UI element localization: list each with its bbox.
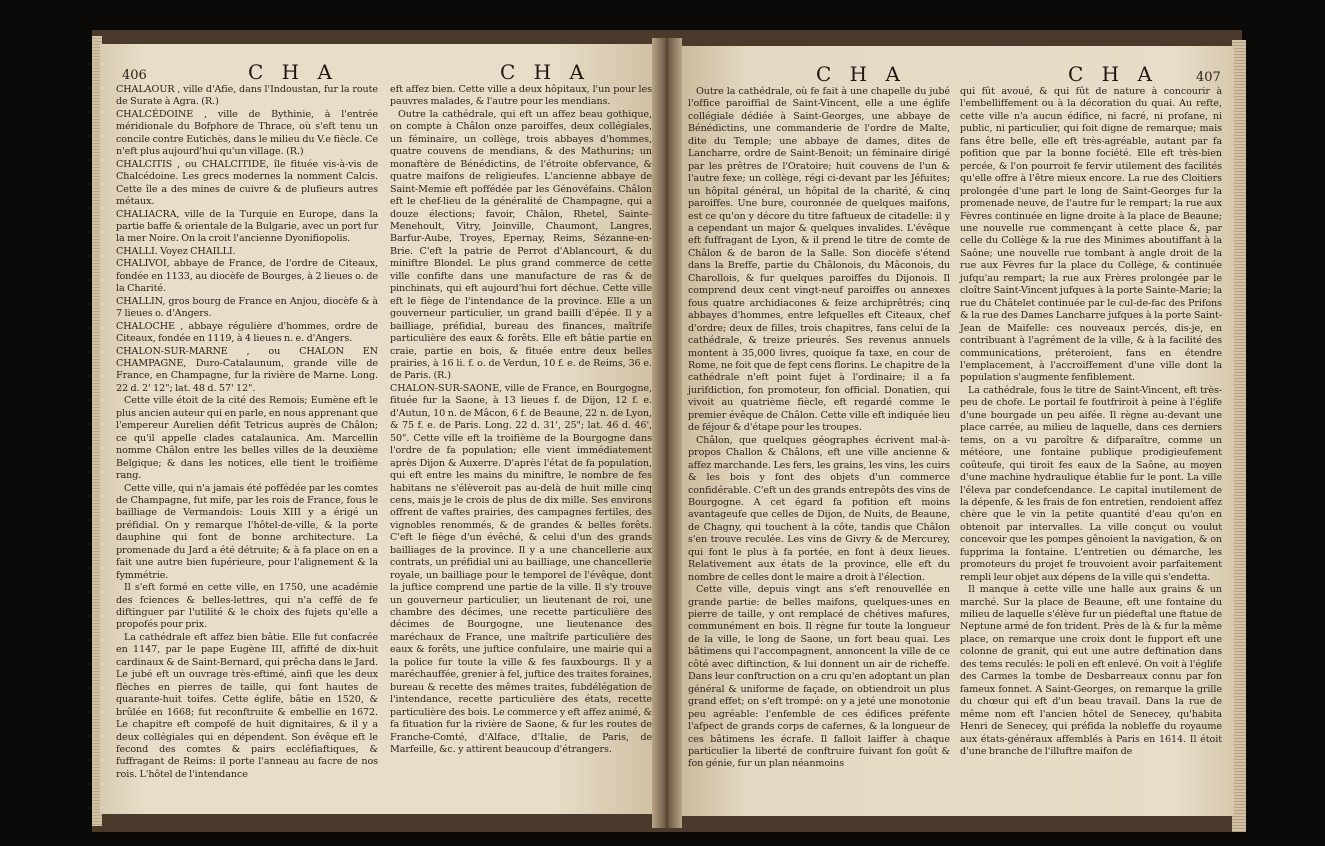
page-number-right: 407 — [1196, 70, 1221, 85]
entry-paragraph: CHALCÉDOINE , ville de Bythinie, à l'entrée méridionale du Bofphore de Thrace, où s'eft tenu un concile contre Eutichès, dans le milieu du V.e fiècle. Ce n'eft plus aujourd'hui qu'un village. (R.) — [116, 108, 378, 158]
entry-paragraph: CHALON-SUR-SAONE, ville de France, en Bourgogne, fituée fur la Saone, à 13 lieues f. de Dijon, 12 f. e. d'Autun, 10 n. de Mâcon, 6 f. de Beaune, 22 n. de Lyon, & 75 f. e. de Paris. Long. 22 d. 31', 25"; lat. 46 d. 46', 50". Cette ville eft la troifième de la Bourgogne dans l'ordre de fa population; elle vient immédiatement après Dijon & Auxerre. D'après l'état de fa population, qui eft entre les mains du miniftre, le nombre de fes habitans ne s'élèveroit pas au-delà de huit mille cinq cens, mais je le crois de plus de dix mille. Ses environs offrent de vaftes prairies, des campagnes fertiles, des vignobles renommés, & de grandes & belles forêts. C'eft le fiège d'un évêché, & celui d'un des grands bailliages de la province. Il y a une chancellerie aux contrats, un préfidial uni au bailliage, une chancellerie royale, un bailliage pour le temporel de l'évêque, dont la juftice comprend une partie de la ville. Il s'y trouve un gouverneur particulier, un lieutenant de roi, une chambre des décimes, une recette particulière des décimes de Bourgogne, une lieutenance des maréchaux de France, une maîtrife particulière des eaux & forêts, une juftice confulaire, une mairie qui a la police fur toute la ville & fes fauxbourgs. Il y a maréchauffée, grenier à fel, juftice des traites foraines, bureau & recette des mêmes traites, fubdélégation de l'intendance, recette particulière des états, recette particulière des bois. Le commerce y eft affez animé, & fa fituation fur la rivière de Saone, & fur les routes de Franche-Comté, d'Alface, d'Italie, de Paris, de Marfeille, &c. y attirent beaucoup d'étrangers. — [390, 382, 652, 756]
entry-paragraph: CHALCITIS , ou CHALCITIDE, île fituée vis-à-vis de Chalcédoine. Les grecs modernes la nomment Calcis. Cette île a des mines de cuivre & de plufieurs autres métaux. — [116, 158, 378, 208]
body-paragraph: Il manque à cette ville une halle aux grains & un marché. Sur la place de Beaune, eft une fontaine du milieu de laquelle s'élève fur un piédeftal une ftatue de Neptune armé de fon trident. Près de là & fur la même place, on remarque une croix dont le fupport eft une colonne de granit, qui eut une autre deftination dans des tems reculés: le poli en eft enlevé. On voit à l'églife des Carmes la tombe de Desbarreaux connu par fon fameux fonnet. A Saint-Georges, on remarque la grille du chœur qui eft d'un beau travail. Dans la rue de même nom eft l'ancien hôtel de Senecey, qu'habita Henri de Senecey, qui préfida la nobleffe du royaume aux états-généraux affemblés à Paris en 1614. Il étoit d'une branche de l'illuftre maifon de — [960, 584, 1222, 758]
page-number-left: 406 — [122, 68, 147, 83]
body-paragraph: Outre la cathédrale, qui eft un affez beau gothique, on compte à Châlon onze paroiffes, deux collégiales, un féminaire, un collège, trois abbayes d'hommes, quatre couvens de mendians, & des Mathurins; un monaftère de Bénédictins, de l'étroite obfervance, & quatre maifons de religieufes. L'ancienne abbaye de Saint-Memie eft poffédée par les Génovéfains. Châlon eft le chef-lieu de la généralité de Champagne, qui a douze élections; favoir, Châlon, Rhetel, Sainte-Menehoult, Vitry, Joinville, Chaumont, Langres, Barfur-Aube, Troyes, Epernay, Reims, Sézanne-en-Brie. C'eft la patrie de Perrot d'Ablancourt, & du miniftre Blondel. Le plus grand commerce de cette ville confifte dans une manufacture de ras & de pinchinats, qui eft aujourd'hui fort déchue. Cette ville eft le fiège de l'intendance de la province. Elle a un gouverneur particulier, un grand bailli d'épée. Il y a bailliage, préfidial, bureau des finances, maîtrife particulière des eaux & forêts. Elle eft bâtie partie en craie, partie en bois, & fituée entre deux belles prairies, à 16 li. f. o. de Verdun, 10 f. e. de Reims, 36 e. de Paris. (R.) — [390, 108, 652, 382]
body-paragraph: Il s'eft formé en cette ville, en 1750, une académie des fciences & belles-lettres, qui n'a ceffé de fe diftinguer par l'utilité & le choix des fujets qu'elle a propofés pour prix. — [116, 582, 378, 631]
right-page-edges — [1232, 40, 1246, 832]
body-paragraph: eft affez bien. Cette ville a deux hôpitaux, l'un pour les pauvres malades, & l'autre pour les mendians. — [390, 84, 652, 108]
left-page — [100, 44, 666, 814]
book-gutter — [652, 38, 682, 828]
body-paragraph: Cette ville étoit de la cité des Remois; Eumène eft le plus ancien auteur qui en parle, en nous apprenant que l'empereur Aurelien défit Tetricus auprès de Châlon; ce qu'il appelle clades catalaunica. Am. Marcellin nomme Châlon entre les belles villes de la deuxième Belgique; & dans les notices, elle tient le troifième rang. — [116, 395, 378, 482]
right-page — [668, 46, 1234, 816]
body-paragraph: La cathédrale, fous le titre de Saint-Vincent, eft très-peu de chofe. Le portail fe foutfriroit à peine à l'églife d'une bourgade un peu aifée. Il règne au-devant une place carrée, au milieu de laquelle, dans ces derniers tems, on a vu paroître & difparaître, comme un météore, une fontaine publique prodigieufement coûteufe, qui tiroit fes eaux de la Saône, au moyen d'une machine hydraulique établie fur le pont. La ville l'éleva par condefcendance. Le capital inutilement de la dépenfe, & les frais de fon entretien, rendoient affez chère que le vin la petite quantité d'eau qu'on en obtenoit par intervalles. La ville conçut ou voulut concevoir que les pompes gênoient la navigation, & on fupprima la fontaine. L'entretien ou démarche, les promoteurs du projet fe trouvoient avoir parfaitement rempli leur objet aux dépens de la ville qui s'endetta. — [960, 384, 1222, 583]
left-column-2 — [390, 84, 652, 756]
body-paragraph: Outre la cathédrale, où fe fait à une chapelle du jubé l'office paroiffial de Saint-Vincent, elle a une églife collégiale dédiée à Saint-Georges, une abbaye de Bénédictins, une commanderie de l'ordre de Malte, dite du Temple; une abbaye de dames, dites de Lancharre, ordre de Saint-Benoit; un féminaire dirigé par les prêtres de l'Oratoire; huit couvens de l'un & l'autre fexe; un collège, régi ci-devant par les Jéfuites; un hôpital général, un hôpital de la charité, & cinq paroiffes. Une bure, couronnée de quelques maifons, est ce qu'on y décore du titre faftueux de citadelle: il y a cependant un major & quelques invalides. L'évêque eft fuffragant de Lyon, & il prend le titre de comte de Châlon & de baron de la Salle. Son diocèfe s'étend dans la Breffe, partie du Châlonois, du Mâconois, du Charollois, & fur quelques paroiffes du Dijonois. Il comprend deux cent vingt-neuf paroiffes ou annexes fous quatre archidiacones & feize archiprêtrés; cinq abbayes d'hommes, entre lefquelles eft Citeaux, chef d'ordre; deux de filles, trois chapitres, fans celui de la cathédrale, & treize prieurés. Ses revenus annuels montent à 35,000 livres, quoique fa taxe, en cour de Rome, ne foit que de fept cens florins. Le chapitre de la cathédrale n'eft point fujet à l'ordinaire; il a fa jurifdiction, fon promoteur, fon official. Donatien, qui vivoit au quatrième fiècle, eft regardé comme le premier évêque de Châlon. Cette ville eft indiquée lieu de féjour & d'étape pour les troupes. — [688, 86, 950, 434]
running-head-left-col1: C H A — [248, 60, 338, 84]
body-paragraph: qui fût avoué, & qui fût de nature à concourir à l'embelliffement ou à la décoration du quai. Au refte, cette ville n'a aucun édifice, ni facré, ni profane, ni public, ni particulier, qui foit digne de remarque; mais fans être belle, elle eft très-agréable, autant par fa pofition que par la bonne fociété. Elle eft très-bien percée, & l'on pourroit fe fervir utilement des facilités qu'elle offre à l'être mieux encore. La rue des Cloitiers prolongée d'une part le long de Saint-Georges fur la promenade neuve, de l'autre fur le rempart; la rue aux Fèvres continuée en ligne droite à la place de Beaune; une nouvelle rue commençant à cette place &, par celle du Collège & la rue des Minimes aboutiffant à la Saône; une nouvelle rue tombant à angle droit de la rue aux Fèvres fur la place du Collège, & continuée jufqu'au rempart; la rue aux Frères prolongée par le cloître Saint-Vincent jufques à la porte Sainte-Marie; la rue du Châtelet continuée par le cul-de-fac des Prifons & la rue des Dames Lancharre jufques à la porte Saint-Jean de Maifelle: ces nouveaux percés, dis-je, en contribuant à l'agrément de la ville, & à la facilité des communications, préteroient, fans en étendre l'emplacement, à l'accroiffement d'une ville dont la population s'augmente fenfiblement. — [960, 86, 1222, 384]
body-paragraph: La cathédrale eft affez bien bâtie. Elle fut confacrée en 1147, par le pape Eugène III, affifté de dix-huit cardinaux & de Saint-Bernard, qui prêcha dans le Jard. Le jubé eft un ouvrage très-eftimé, ainfi que les deux flèches en pierres de taille, qui font hautes de quarante-huit toifes. Cette églife, bâtie en 1520, & brûlée en 1668; fut reconftruite & embellie en 1672. Le chapitre eft compofé de huit dignitaires, & il y a deux collégiales qui en dépendent. Son évêque eft le fecond des comtes & pairs eccléfiaftiques, & fuffragant de Reims: il porte l'anneau au facre de nos rois. L'hôtel de l'intendance — [116, 631, 378, 780]
running-head-right-col1: C H A — [816, 62, 906, 86]
entry-paragraph: CHALIVOI, abbaye de France, de l'ordre de Citeaux, fondée en 1133, au diocèfe de Bourges, à 2 lieues o. de la Charité. — [116, 258, 378, 295]
left-column-1 — [116, 84, 378, 781]
right-column-2 — [960, 86, 1222, 758]
entry-paragraph: CHALLI. Voyez CHAILLI. — [116, 245, 236, 257]
entry-paragraph: CHALLIN, gros bourg de France en Anjou, diocèfe & à 7 lieues o. d'Angers. — [116, 295, 378, 320]
entry-paragraph: CHALON-SUR-MARNE , ou CHALON EN CHAMPAGNE, Duro-Catalaunum, grande ville de France, en Champagne, fur la rivière de Marne. Long. 22 d. 2' 12"; lat. 48 d. 57' 12". — [116, 345, 378, 394]
entry-paragraph: CHALIACRA, ville de la Turquie en Europe, dans la partie baffe & orientale de la Bulgarie, avec un port fur la mer Noire. On la croit l'ancienne Dyonifiopolis. — [116, 208, 378, 245]
body-paragraph: Châlon, que quelques géographes écrivent mal-à-propos Challon & Châlons, eft une ville ancienne & affez marchande. Les fers, les grains, les vins, les cuirs & les bois y font des objets d'un commerce confidérable. C'eft un des grands entrepôts des vins de Bourgogne. A cet égard fa pofition eft moins avantageufe que celles de Dijon, de Nuits, de Beaune, de Chagny, qui touchent à la côte, tandis que Châlon s'en trouve reculée. Les vins de Givry & de Mercurey, qui font le plus à fa portée, en font à deux lieues. Relativement aux états de la province, elle eft du nombre de celles dont le maire a droit à l'élection. — [688, 434, 950, 583]
body-paragraph: Cette ville, qui n'a jamais été poffédée par les comtes de Champagne, fut mife, par les rois de France, fous le bailliage de Vermandois: Louis XIII y a érigé un préfidial. On y remarque l'hôtel-de-ville, & la porte dauphine qui font de bonne architecture. La promenade du Jard a été détruite; & à fa place on en a fait une autre bien fupérieure, pour l'alignement & la fymmétrie. — [116, 482, 378, 581]
entry-paragraph: CHALAOUR , ville d'Afie, dans l'Indoustan, fur la route de Surate à Agra. (R.) — [116, 84, 378, 108]
running-head-right-col2: C H A — [1068, 62, 1158, 86]
running-head-left-col2: C H A — [500, 60, 590, 84]
entry-paragraph: CHALOCHE , abbaye régulière d'hommes, ordre de Citeaux, fondée en 1119, à 4 lieues n. e. d'Angers. — [116, 320, 378, 345]
body-paragraph: Cette ville, depuis vingt ans s'eft renouvellée en grande partie: de belles maifons, quelques-unes en pierre de taille, y ont remplacé de chétives mafures, communément en bois. Il règne fur toute la longueur de la ville, le long de Saone, un fort beau quai. Les bâtimens qui l'accompagnent, annoncent la ville de ce côté avec diftinction, & lui donnent un air de richeffe. Dans leur conftruction on a cru qu'en adoptant un plan général & uniforme de façade, on obtiendroit un plus grand effet; on s'eft trompé: on y a jeté une monotonie peu agréable: l'enfemble de ces édifices préfente l'afpect de grands corps de cafernes, & la longueur de ces bâtimens les écrafe. Il falloit laiffer à chaque particulier la liberté de conftruire fuivant fon goût & fon génie, fur un plan néanmoins — [688, 584, 950, 770]
right-column-1 — [688, 86, 950, 771]
